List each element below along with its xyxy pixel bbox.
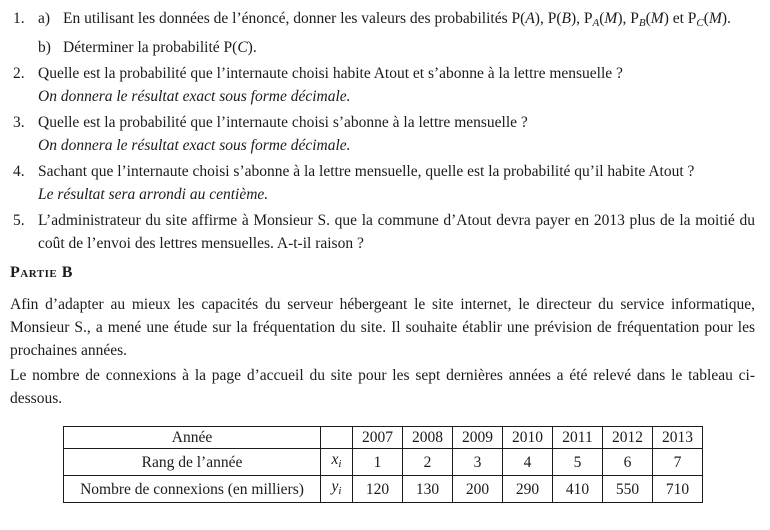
table-row-connexions [64, 476, 703, 503]
question-3-number: 3. [13, 114, 25, 131]
intro-paragraph: Afin d’adapter au mieux les capacités du serveur hébergeant le site internet, le directeur du service informatique, Monsieur S., a mené une étude sur la fréquentation du site. Il souhaite établir une prévision de fréquentation pour les prochaines années. [10, 296, 755, 359]
table-cell-value: 7 [653, 449, 703, 476]
table-cell-value: 2009 [453, 427, 503, 449]
table-cell-value: 2011 [553, 427, 603, 449]
question-1b-label: b) [38, 39, 51, 56]
table-cell-value: 550 [603, 476, 653, 503]
question-1a-text: En utilisant les données de l’énoncé, donner les valeurs des probabilités P(A), P(B), PA(M), PB(M) et PC(M). [63, 10, 731, 29]
table-row-rang [64, 449, 703, 476]
table-cell-value: 5 [553, 449, 603, 476]
table-cell-index: xi [321, 449, 353, 476]
table-cell-value: 3 [453, 449, 503, 476]
question-2-text: Quelle est la probabilité que l’internaute choisi habite Atout et s’abonne à la lettre mensuelle ? [38, 65, 623, 82]
table-cell-index [321, 427, 353, 449]
question-1a-label: a) [38, 10, 51, 27]
connections-table [63, 426, 703, 503]
question-2 [10, 62, 755, 108]
table-cell-value: 120 [353, 476, 403, 503]
question-4-note: Le résultat sera arrondi au centième. [38, 186, 269, 203]
table-cell-value: 2007 [353, 427, 403, 449]
question-4 [10, 160, 755, 206]
question-5 [10, 209, 755, 255]
question-3-note: On donnera le résultat exact sous forme décimale. [38, 137, 351, 154]
table-cell-value: 290 [503, 476, 553, 503]
question-3-text: Quelle est la probabilité que l’internaute choisi s’abonne à la lettre mensuelle ? [38, 114, 528, 131]
question-1b-text: Déterminer la probabilité P(C). [63, 39, 257, 56]
table-cell-value: 2012 [603, 427, 653, 449]
table-cell-value: 4 [503, 449, 553, 476]
partie-b-heading: Partie B [10, 264, 73, 281]
table-cell-value: 6 [603, 449, 653, 476]
table-cell-index: yi [321, 476, 353, 503]
table-cell-value: 2 [403, 449, 453, 476]
table-cell-value: 410 [553, 476, 603, 503]
question-1a [38, 7, 755, 35]
table-cell-label: Nombre de connexions (en milliers) [64, 476, 321, 503]
table-cell-value: 200 [453, 476, 503, 503]
table-cell-value: 2010 [503, 427, 553, 449]
table-cell-value: 130 [403, 476, 453, 503]
question-2-number: 2. [13, 65, 25, 82]
question-5-text: L’administrateur du site affirme à Monsieur S. que la commune d’Atout devra payer en 2013 plus de la moitié du coût de l’envoi des lettres mensuelles. A-t-il raison ? [38, 212, 755, 252]
table-cell-label: Année [64, 427, 321, 449]
table-cell-value: 2013 [653, 427, 703, 449]
table-cell-label: Rang de l’année [64, 449, 321, 476]
question-1b [38, 36, 755, 59]
question-4-number: 4. [13, 163, 25, 180]
question-3 [10, 111, 755, 157]
question-1 [10, 7, 755, 59]
table-intro-paragraph: Le nombre de connexions à la page d’accueil du site pour les sept dernières années a été relevé dans le tableau ci-dessous. [10, 367, 755, 407]
table-cell-value: 1 [353, 449, 403, 476]
table-row-annee [64, 427, 703, 449]
question-5-number: 5. [13, 212, 25, 229]
question-4-text: Sachant que l’internaute choisi s’abonne à la lettre mensuelle, quelle est la probabilité qu’il habite Atout ? [38, 163, 695, 180]
question-1-number: 1. [13, 10, 25, 27]
table-cell-value: 710 [653, 476, 703, 503]
table-cell-value: 2008 [403, 427, 453, 449]
question-2-note: On donnera le résultat exact sous forme décimale. [38, 88, 351, 105]
